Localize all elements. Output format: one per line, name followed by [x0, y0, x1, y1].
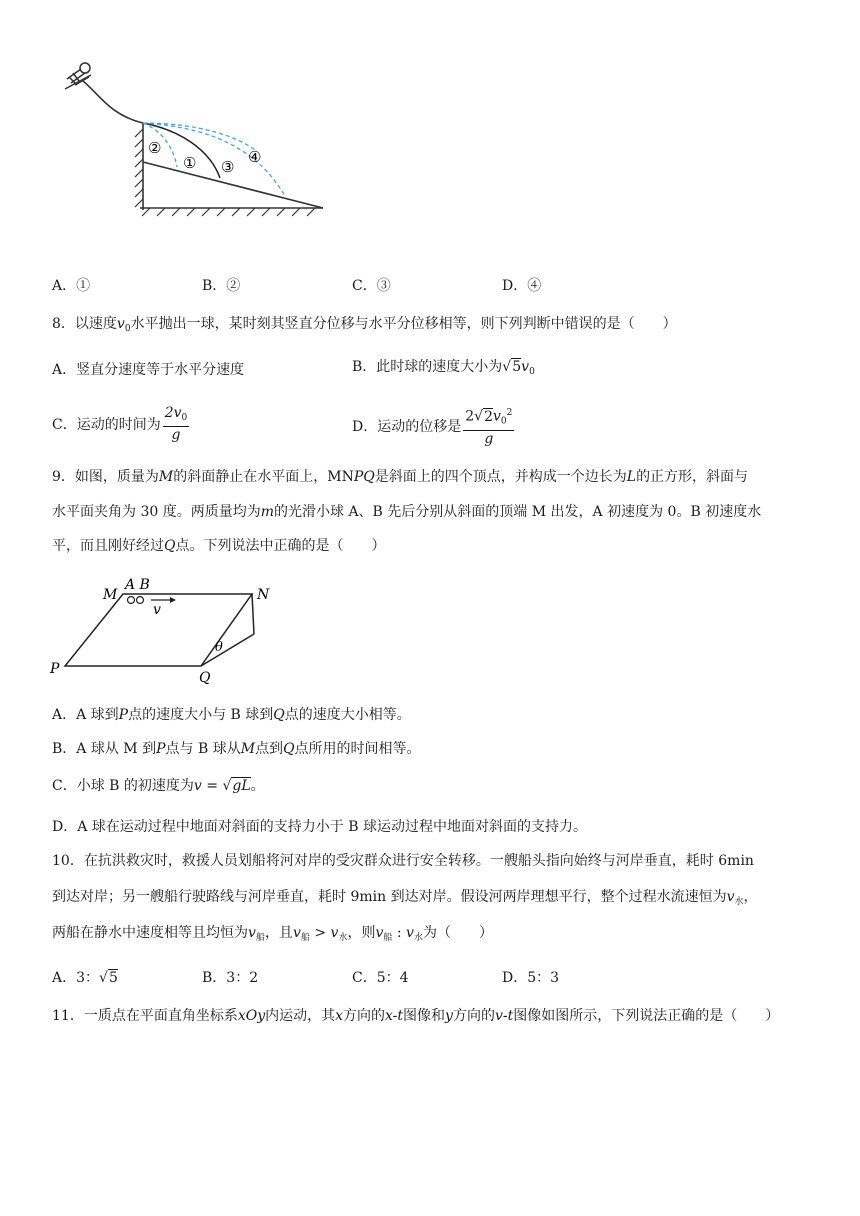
- q10-option-b[interactable]: B．3：2: [202, 970, 259, 986]
- q7-label-2: ②: [148, 139, 162, 157]
- q7-label-4: ④: [248, 148, 262, 166]
- q9-figure: [45, 572, 285, 687]
- q7-figure: [55, 55, 335, 220]
- q9-option-b[interactable]: B．A 球从 M 到P点与 B 球从M点到Q点所用的时间相等。: [52, 741, 421, 757]
- q9-stem-line1: 9．如图，质量为M的斜面静止在水平面上，MNPQ是斜面上的四个顶点，并构成一个边长为L的正方形，斜面与: [52, 469, 749, 485]
- q10-option-d[interactable]: D．5：3: [502, 970, 560, 986]
- q9-stem-line2: 水平面夹角为 30 度。两质量均为m的光滑小球 A、B 先后分别从斜面的顶端 M 出发，A 初速度为 0。B 初速度水: [52, 504, 762, 520]
- q9-option-a[interactable]: A．A 球到P点的速度大小与 B 球到Q点的速度大小相等。: [52, 707, 411, 723]
- q9-fig-P: P: [50, 661, 60, 677]
- q7-option-d[interactable]: D．④: [502, 278, 542, 294]
- q7-label-3: ③: [221, 158, 235, 176]
- q7-option-b[interactable]: B．②: [202, 278, 241, 294]
- q8-option-b[interactable]: B．此时球的速度大小为$√5v_0$: [352, 359, 535, 377]
- q7-label-1: ①: [183, 154, 197, 172]
- q7-option-c[interactable]: C．③: [352, 278, 391, 294]
- q8-option-d[interactable]: D．运动的位移是 $\frac{2√2v_0^2}{g}$: [352, 405, 516, 447]
- q9-fig-Q: Q: [199, 670, 211, 686]
- q9-option-d[interactable]: D．A 球在运动过程中地面对斜面的支持力小于 B 球运动过程中地面对斜面的支持力。: [52, 819, 587, 835]
- q10-stem-line2: 到达对岸；另一艘船行驶路线与河岸垂直，耗时 9min 到达对岸。假设河两岸理想平行，整个过程水流速恒为$v_水$，: [52, 889, 758, 907]
- q10-stem-line1: 10．在抗洪救灾时，救援人员划船将河对岸的受灾群众进行安全转移。一艘船头指向始终与河岸垂直，耗时 6min: [52, 853, 754, 869]
- q9-fig-AB: A B: [125, 577, 150, 593]
- q9-stem-line3: 平，而且刚好经过Q点。下列说法中正确的是（ ）: [52, 538, 386, 554]
- q9-fig-theta: θ: [215, 640, 223, 655]
- q8-stem: 8．以速度$v_0$水平抛出一球，某时刻其竖直分位移与水平分位移相等，则下列判断中错误的是（ ）: [52, 316, 677, 334]
- q9-option-c[interactable]: C．小球 B 的初速度为v = √gL。: [52, 778, 265, 794]
- q9-fig-v: v: [153, 602, 161, 618]
- q9-fig-N: N: [257, 587, 270, 603]
- q10-option-c[interactable]: C．5：4: [352, 970, 409, 986]
- q10-option-a[interactable]: A．3：√5: [52, 970, 118, 986]
- q10-stem-line3: 两船在静水中速度相等且均恒为$v_船$，且$v_船 > v_水$，则$v_船$ : $v_水$为（ ）: [52, 925, 493, 943]
- q11-stem: 11．一质点在平面直角坐标系xOy内运动，其x方向的x-t图像和y方向的v-t图像如图所示，下列说法正确的是（ ）: [52, 1008, 780, 1024]
- q8-option-c[interactable]: C．运动的时间为 $\frac{2v_0}{g}$: [52, 405, 188, 443]
- q9-fig-M: M: [103, 587, 118, 603]
- q7-option-a[interactable]: A．①: [52, 278, 91, 294]
- q8-option-a[interactable]: A．竖直分速度等于水平分速度: [52, 362, 245, 378]
